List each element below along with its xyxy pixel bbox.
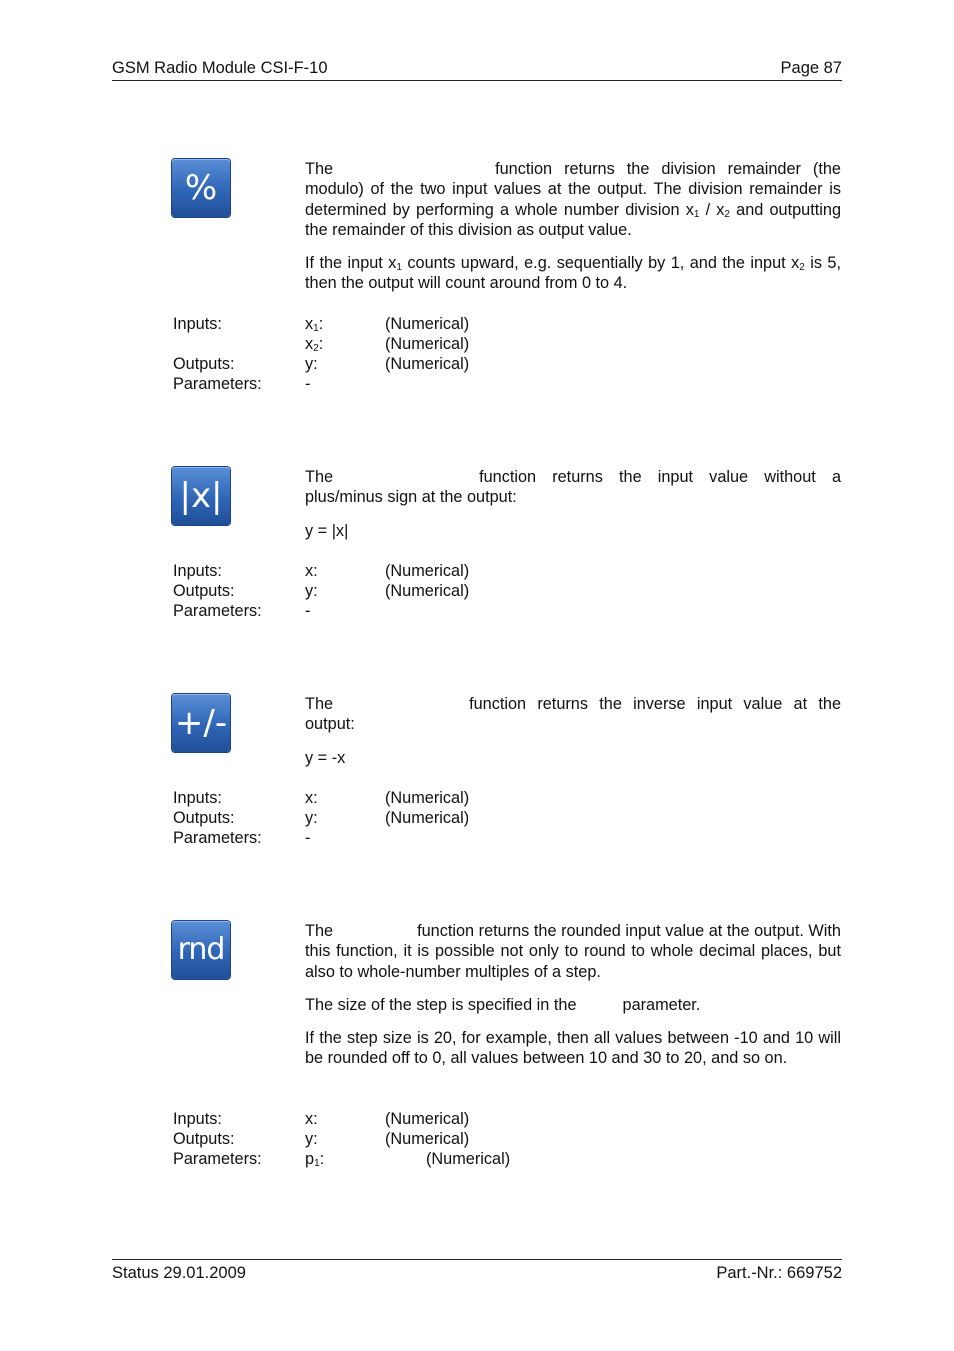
status-date: Status 29.01.2009 xyxy=(112,1264,246,1282)
round-io-table: Inputs: x: (Numerical) Outputs: y: (Numerical) Parameters: $p_1$: (Numerical) xyxy=(173,1110,511,1169)
description-paragraph: The function returns the rounded input value at the output. With this function, it is possible not only to round to whole decimal places, but also to whole-number multiples of a step. xyxy=(305,922,841,981)
absolute-io-table: Inputs: x: (Numerical) Outputs: y: (Numerical) Parameters: - xyxy=(173,562,470,620)
part-number: Part.-Nr.: 669752 xyxy=(716,1264,842,1282)
absolute-value-icon: |x| xyxy=(172,467,230,525)
modulo-description xyxy=(305,159,841,307)
page-header xyxy=(112,58,842,81)
formula: y = -x xyxy=(305,748,346,767)
formula: y = |x| xyxy=(305,521,349,540)
round-icon: rnd xyxy=(172,921,230,979)
description-paragraph: The function returns the input value without a plus/minus sign at the output: xyxy=(305,468,841,507)
description-paragraph: The size of the step is specified in the parameter. xyxy=(305,995,701,1014)
round-description xyxy=(305,921,841,1082)
negation-icon: +/- xyxy=(172,694,230,752)
modulo-io-table: Inputs: $x_1$: (Numerical) $x_2$: (Numerical) Outputs: y: (Numerical) Parameters: - xyxy=(173,315,470,393)
description-paragraph: If the step size is 20, for example, then all values between -10 and 10 will be rounded off to 0, all values between 10 and 30 to 20, and so on. xyxy=(305,1029,841,1068)
modulo-icon: % xyxy=(172,159,230,217)
page-number: Page 87 xyxy=(780,59,842,77)
description-paragraph: The function returns the inverse input value at the output: xyxy=(305,695,841,734)
negation-description xyxy=(305,694,841,781)
document-title: GSM Radio Module CSI-F-10 xyxy=(112,59,328,77)
page-footer xyxy=(112,1259,842,1283)
description-paragraph: The function returns the division remainder (the modulo) of the two input values at the output. The division remainder is determined by performing a whole number division $x_1 / x_2$ and outputting the remainder of this division as output value. xyxy=(305,160,841,239)
negation-io-table: Inputs: x: (Numerical) Outputs: y: (Numerical) Parameters: - xyxy=(173,789,470,847)
description-paragraph: If the input $x_1$ counts upward, e.g. sequentially by 1, and the input $x_2$ is 5, then the output will count around from 0 to 4. xyxy=(305,254,841,293)
absolute-description xyxy=(305,467,841,554)
